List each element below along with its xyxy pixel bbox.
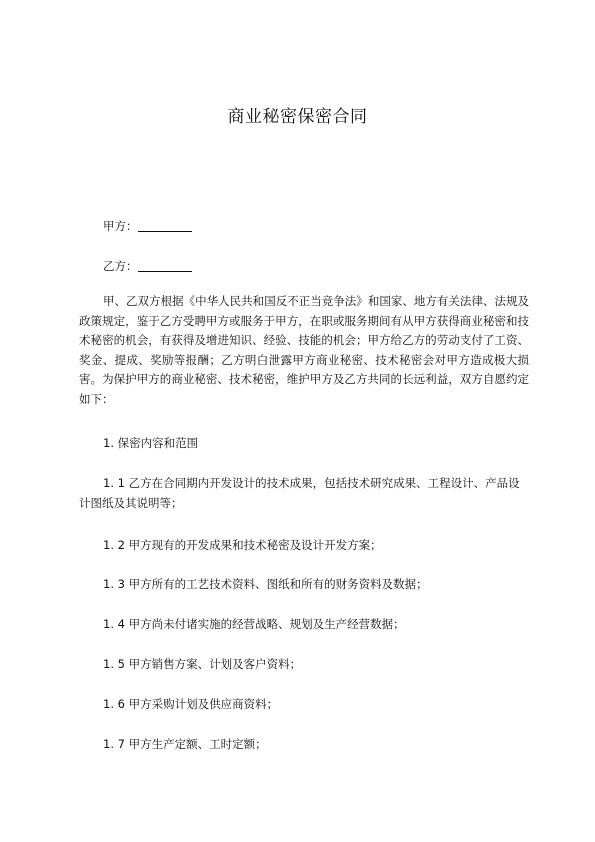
party-b-blank bbox=[138, 259, 192, 272]
party-a-blank bbox=[138, 219, 192, 232]
party-b-line bbox=[103, 259, 192, 273]
party-a-label: 甲方： bbox=[103, 219, 138, 233]
intro-paragraph: 甲、乙双方根据《中华人民共和国反不正当竞争法》和国家、地方有关法律、法规及政策规定，鉴于乙方受聘甲方或服务于甲方，在职或服务期间有从甲方获得商业秘密和技术秘密的机会，有获得及增进知识、经验、技能的机会；甲方给乙方的劳动支付了工资、奖金、提成、奖励等报酬；乙方明白泄露甲方商业秘密、技术秘密会对甲方造成极大损害。为保护甲方的商业秘密、技术秘密，维护甲方及乙方共同的长远利益，双方自愿约定如下： bbox=[79, 294, 529, 406]
clause-1-3: 1. 3 甲方所有的工艺技术资料、图纸和所有的财务资料及数据； bbox=[103, 577, 428, 591]
clause-1-5: 1. 5 甲方销售方案、计划及客户资料； bbox=[103, 657, 302, 671]
party-b-label: 乙方： bbox=[103, 259, 138, 273]
section-heading: 1. 保密内容和范围 bbox=[103, 436, 199, 450]
clause-1-4: 1. 4 甲方尚未付诸实施的经营战略、规划及生产经营数据； bbox=[103, 617, 405, 631]
clause-1-1: 1. 1 乙方在合同期内开发设计的技术成果，包括技术研究成果、工程设计、产品设计图纸及其说明等； bbox=[79, 476, 520, 510]
document-title: 商业秘密保密合同 bbox=[227, 107, 368, 127]
party-a-line bbox=[103, 219, 192, 233]
clause-1-6: 1. 6 甲方采购计划及供应商资料； bbox=[103, 697, 279, 711]
clause-1-2: 1. 2 甲方现有的开发成果和技术秘密及设计开发方案； bbox=[103, 538, 382, 552]
clause-1-7: 1. 7 甲方生产定额、工时定额； bbox=[103, 737, 267, 751]
